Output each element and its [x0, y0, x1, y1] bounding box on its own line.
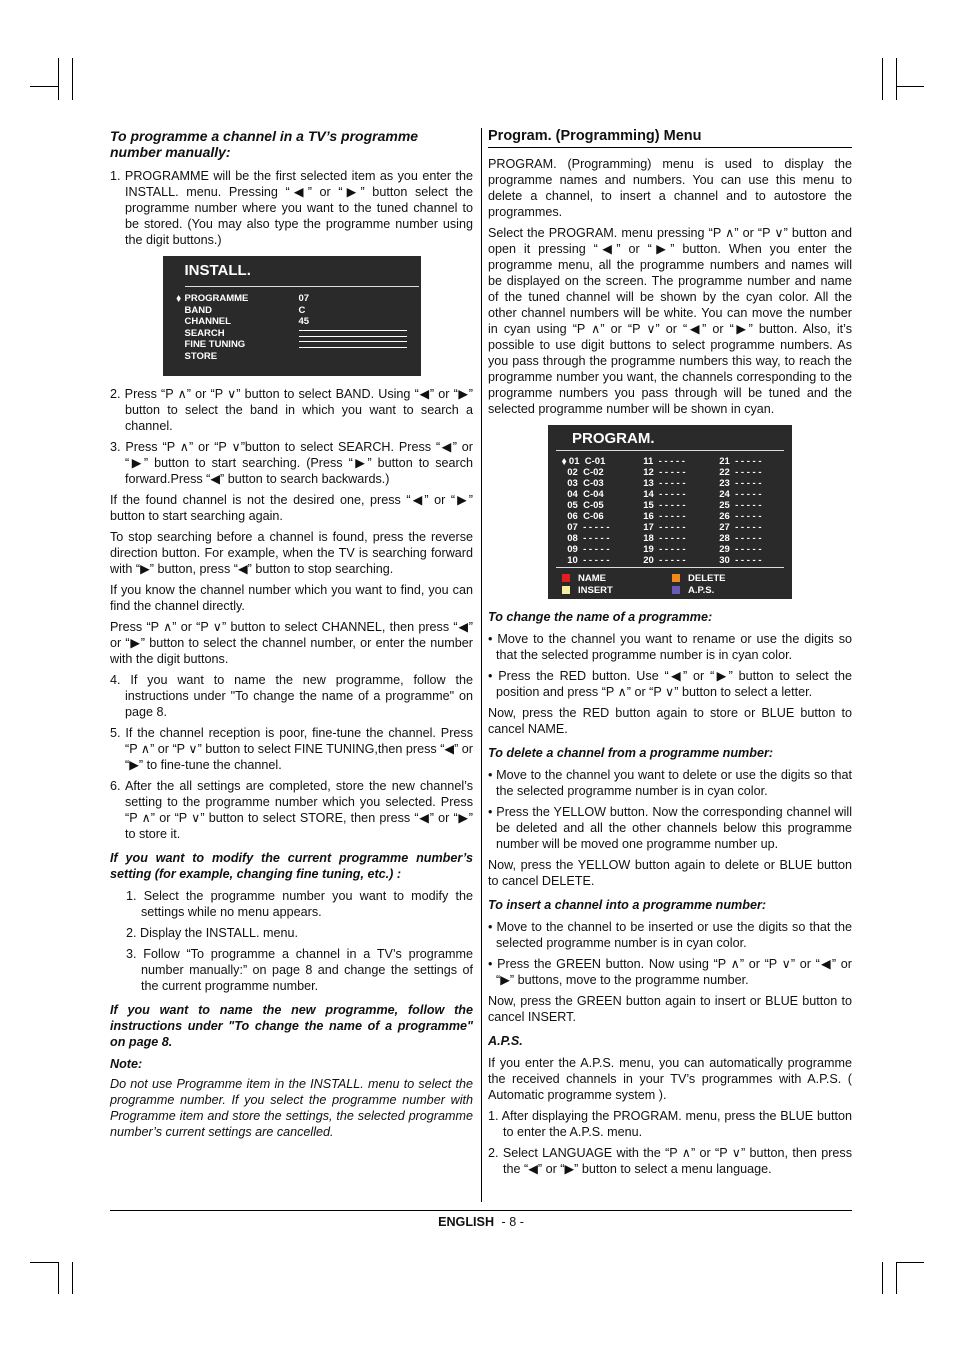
program-entry: 20 - - - - -	[638, 555, 686, 566]
program-entry: 22 - - - - -	[714, 467, 762, 478]
footer-language: ENGLISH	[438, 1215, 495, 1229]
install-menu-row	[177, 293, 407, 305]
note-text: Do not use Programme item in the INSTALL. menu to select the programme number. If you select the programme number with Programme item and store the settings, the selected programme number’s current settings are cancelled.	[110, 1077, 473, 1139]
program-entry: 11 - - - - -	[638, 456, 685, 467]
legend-item	[672, 573, 782, 585]
install-menu-value: 45	[298, 316, 310, 327]
modify-heading: If you want to modify the current programme number’s setting (for example, changing fine tuning, etc.) :	[110, 851, 473, 881]
change-bullet-2: • Press the RED button. Use “◀” or “▶” button to select the position and press “P ∧” or “P ∨” button to select a letter.	[488, 669, 852, 699]
program-entry: 08 - - - - -	[562, 533, 610, 544]
install-menu-row	[177, 305, 407, 317]
fine-tuning-bar	[299, 341, 407, 348]
change-name-heading: To change the name of a programme:	[488, 610, 713, 624]
program-intro: PROGRAM. (Programming) menu is used to display the programme names and numbers. You can use this menu to delete a channel, to insert a channel and to autostore the programmes.	[488, 157, 852, 219]
aps-step-2: 2. Select LANGUAGE with the “P ∧” or “P ∨” button, then press the “◀” or “▶” button to select a menu language.	[488, 1146, 852, 1176]
program-entry: 30 - - - - -	[714, 555, 762, 566]
program-entry: 02 C-02	[562, 467, 604, 478]
aps-step-1: 1. After displaying the PROGRAM. menu, press the BLUE button to enter the A.P.S. menu.	[488, 1109, 852, 1139]
program-entry: 12 - - - - -	[638, 467, 686, 478]
program-entry: 17 - - - - -	[638, 522, 686, 533]
aps-paragraph: If you enter the A.P.S. menu, you can automatically programme the received channels in your TV’s programmes with A.P.S. ( Automatic programme system ).	[488, 1056, 852, 1102]
install-menu-row	[177, 316, 407, 328]
program-menu-screenshot	[548, 425, 792, 599]
legend-swatch	[562, 574, 570, 582]
program-entry: 07 - - - - -	[562, 522, 610, 533]
legend-item	[672, 585, 782, 597]
install-menu-label: STORE	[184, 350, 218, 362]
legend-item	[562, 573, 672, 585]
step-3: 3. Press “P ∧” or “P ∨”button to select SEARCH. Press “◀” or “▶” button to start searching. (Press “▶” button to search forward.Press “◀” button to search backwards.)	[110, 440, 473, 486]
step-6: 6. After the all settings are completed, store the new channel’s setting to the programme number which you selected. Press “P ∧” or “P ∨” button to select STORE, then press “◀” or “▶” to store it.	[110, 779, 473, 841]
insert-paragraph: Now, press the GREEN button again to insert or BLUE button to cancel INSERT.	[488, 994, 852, 1024]
change-bullet-1: • Move to the channel you want to rename or use the digits so that the selected programme number is in cyan color.	[488, 632, 852, 662]
program-column	[638, 456, 704, 566]
delete-paragraph: Now, press the YELLOW button again to delete or BLUE button to cancel DELETE.	[488, 858, 852, 888]
install-menu-label: CHANNEL	[184, 316, 231, 327]
program-list	[562, 456, 780, 566]
change-paragraph: Now, press the RED button again to store or BLUE button to cancel NAME.	[488, 706, 852, 736]
insert-bullet-1: • Move to the channel to be inserted or use the digits so that the selected programme number is in cyan color.	[488, 920, 852, 950]
program-entry: 27 - - - - -	[714, 522, 762, 533]
name-heading: If you want to name the new programme, follow the instructions under "To change the name of a programme" on page 8.	[110, 1003, 473, 1049]
delete-bullet-2: • Press the YELLOW button. Now the corresponding channel will be deleted and all the other channels below this programme number will be moved one programme number up.	[488, 805, 852, 851]
page-footer	[110, 1215, 852, 1229]
install-menu-value: C	[298, 304, 306, 316]
aps-heading: A.P.S.	[488, 1034, 523, 1048]
program-entry: 29 - - - - -	[714, 544, 762, 555]
column-divider	[481, 128, 482, 1202]
program-entry: 13 - - - - -	[638, 478, 686, 489]
install-menu-row	[177, 351, 407, 363]
legend-label: NAME	[578, 573, 606, 584]
program-entry: 16 - - - - -	[638, 511, 686, 522]
program-entry: 14 - - - - -	[638, 489, 686, 500]
insert-heading: To insert a channel into a programme number:	[488, 898, 767, 912]
install-menu-title: INSTALL.	[184, 262, 251, 279]
program-entry: 06 C-06	[562, 511, 604, 522]
delete-heading: To delete a channel from a programme number:	[488, 746, 774, 760]
program-entry: 24 - - - - -	[714, 489, 762, 500]
install-menu-rows	[177, 293, 407, 362]
delete-bullet-1: • Move to the channel you want to delete or use the digits so that the selected programme number is in cyan color.	[488, 768, 852, 798]
program-entry: 23 - - - - -	[714, 478, 762, 489]
program-column	[562, 456, 628, 566]
install-menu-label: SEARCH	[184, 327, 225, 339]
program-entry: 03 C-03	[562, 478, 604, 489]
selector-arrow-icon: ⬧	[176, 293, 181, 304]
program-entry: 09 - - - - -	[562, 544, 610, 555]
program-entry: 21 - - - - -	[714, 456, 762, 467]
program-menu-title: PROGRAM.	[572, 430, 655, 447]
program-description: Select the PROGRAM. menu pressing “P ∧” or “P ∨” button and open it pressing “◀” or “▶” button. When you enter the programme menu, all the programme numbers and names will be displayed on the screen. The programme number and name of the tuned channel will be shown by the cyan color. All the other channel numbers will be white. You can move the number in cyan using “P ∧” or “P ∨” or “◀” or “▶” button. Also, it’s possible to use digit buttons to select programme numbers. As you pass through the programme numbers this way, to reach the programme number you want, the channels corresponding to the programme numbers you pass through will be tuned and the selected programme number will be shown in cyan.	[488, 226, 852, 416]
install-menu-row	[177, 328, 407, 340]
footer-page-number: - 8 -	[501, 1215, 524, 1229]
modify-step-1: 1. Select the programme number you want to modify the settings while no menu appears.	[126, 889, 473, 919]
legend-label: DELETE	[688, 573, 726, 584]
left-column	[110, 128, 473, 1145]
program-entry: 26 - - - - -	[714, 511, 762, 522]
insert-bullet-2: • Press the GREEN button. Now using “P ∧” or “P ∨” or “◀” or “▶” buttons, move to the programme number.	[488, 957, 852, 987]
modify-step-3: 3. Follow “To programme a channel in a TV’s programme number manually:” on page 8 and change the settings of the current programme number.	[126, 947, 473, 993]
legend-swatch	[672, 574, 680, 582]
program-entry: 19 - - - - -	[638, 544, 686, 555]
program-entry: 28 - - - - -	[714, 533, 762, 544]
install-menu-screenshot	[163, 256, 421, 376]
program-entry: ⬧ 01 C-01	[562, 456, 606, 467]
legend-swatch	[672, 586, 680, 594]
step-4: 4. If you want to name the new programme, follow the instructions under "To change the name of a programme" on page 8.	[110, 673, 473, 719]
program-entry: 25 - - - - -	[714, 500, 762, 511]
paragraph-direct-channel: If you know the channel number which you want to find, you can find the channel directly.	[110, 583, 473, 613]
program-legend	[562, 573, 782, 597]
paragraph-stop-search: To stop searching before a channel is found, press the reverse direction button. For example, when the TV is searching forward with “▶” button, press “◀” button to stop searching.	[110, 530, 473, 576]
install-menu-label: PROGRAMME	[184, 293, 249, 304]
legend-item	[562, 585, 672, 597]
step-1: 1. PROGRAMME will be the first selected item as you enter the INSTALL. menu. Pressing “◀” or “▶” button select the programme number where you want to the tuned channel to be stored. (You may also type the programme number using the digit buttons.)	[110, 169, 473, 247]
footer-rule	[110, 1210, 852, 1211]
program-entry: 18 - - - - -	[638, 533, 686, 544]
note-label: Note:	[110, 1057, 143, 1071]
step-2: 2. Press “P ∧” or “P ∨” button to select BAND. Using “◀” or “▶” button to select the band in which you want to search a channel.	[110, 387, 473, 433]
program-menu-heading: Program. (Programming) Menu	[488, 128, 852, 148]
legend-label: A.P.S.	[688, 585, 715, 596]
search-bar	[299, 330, 407, 337]
program-column	[714, 456, 780, 566]
program-entry: 05 C-05	[562, 500, 604, 511]
program-entry: 10 - - - - -	[562, 555, 610, 566]
install-menu-label: BAND	[184, 304, 212, 316]
program-entry: 15 - - - - -	[638, 500, 686, 511]
paragraph-select-channel: Press “P ∧” or “P ∨” button to select CHANNEL, then press “◀” or “▶” button to select the channel number, or enter the number with the digit buttons.	[110, 620, 473, 666]
install-menu-value: 07	[298, 293, 310, 304]
paragraph-search-again: If the found channel is not the desired one, press “◀” or “▶” button to start searching again.	[110, 493, 473, 523]
step-5: 5. If the channel reception is poor, fine-tune the channel. Press “P ∧” or “P ∨” button to select FINE TUNING,then press “◀” or “▶” to fine-tune the channel.	[110, 726, 473, 772]
program-entry: 04 C-04	[562, 489, 604, 500]
section-heading-manual: To programme a channel in a TV’s programme number manually:	[110, 128, 419, 160]
modify-step-2: 2. Display the INSTALL. menu.	[126, 926, 298, 940]
legend-swatch	[562, 586, 570, 594]
install-menu-label: FINE TUNING	[184, 339, 246, 350]
install-menu-row	[177, 339, 407, 351]
legend-label: INSERT	[578, 585, 613, 596]
right-column	[488, 128, 852, 1182]
